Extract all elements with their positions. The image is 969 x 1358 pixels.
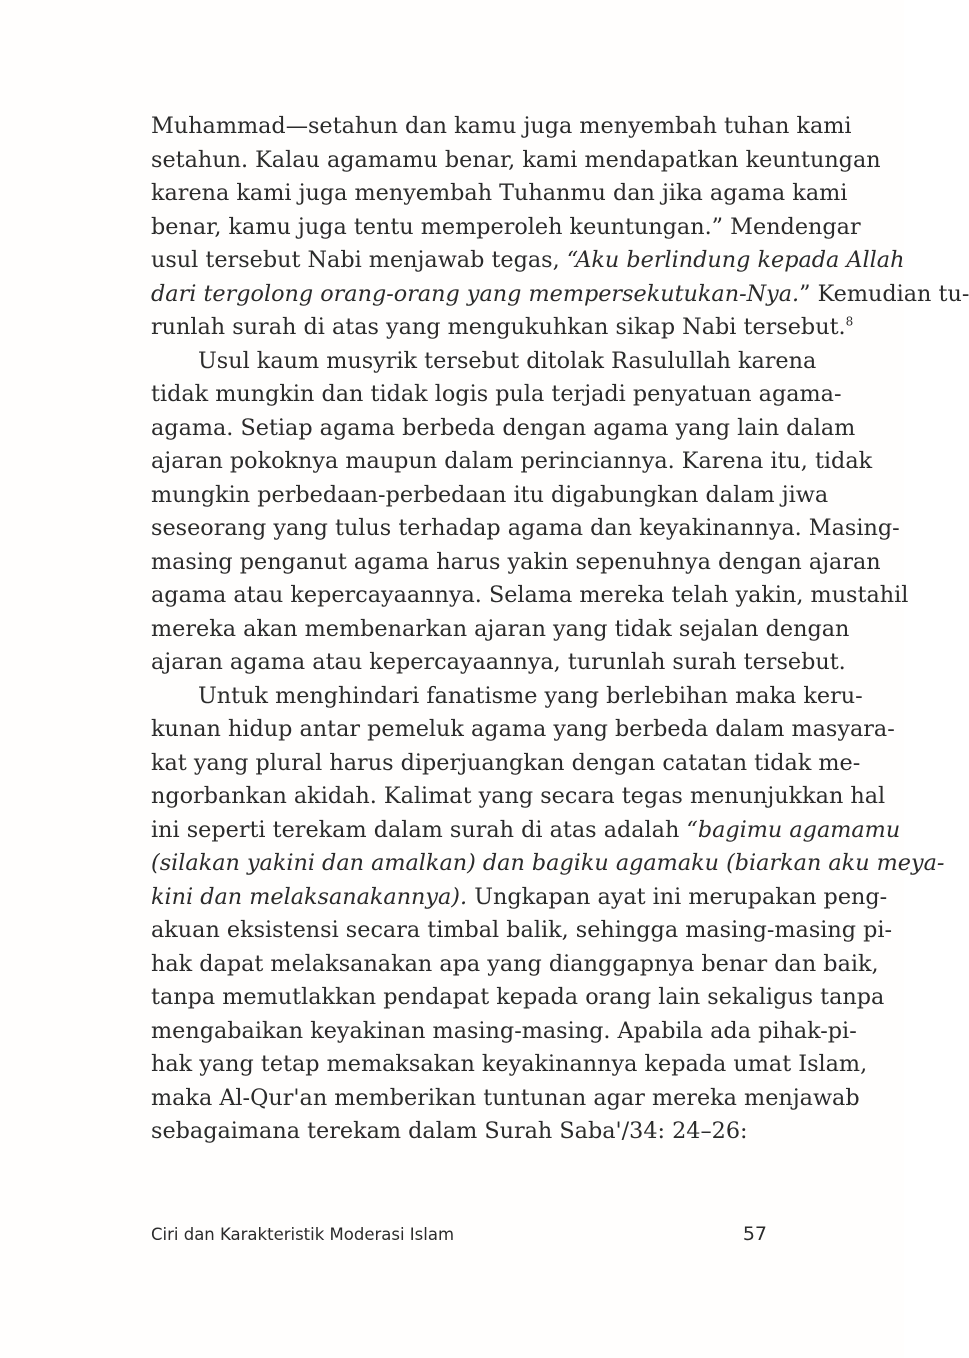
text-segment: Ungkapan ayat ini merupakan peng-: [467, 883, 888, 910]
text-line: [151, 881, 888, 915]
text-line: agama. Setiap agama berbeda dengan agama yang lain dalam: [151, 414, 856, 441]
italic-quote: “Aku berlindung kepada Allah: [566, 247, 905, 273]
text-line: setahun. Kalau agamamu benar, kami mendapatkan keuntungan: [151, 146, 881, 173]
text-line: seseorang yang tulus terhadap agama dan keyakinannya. Masing-: [151, 515, 900, 541]
text-line: maka Al-Qur'an memberikan tuntunan agar mereka menjawab: [151, 1084, 860, 1111]
text-line: mereka akan membenarkan ajaran yang tidak sejalan dengan: [151, 615, 850, 642]
text-line: kunan hidup antar pemeluk agama yang berbeda dalam masyara-: [151, 716, 895, 742]
text-line: [151, 278, 969, 312]
page-footer: [151, 1221, 767, 1249]
text-line: [151, 311, 854, 345]
text-line: Muhammad—setahun dan kamu juga menyembah tuhan kami: [151, 113, 852, 139]
text-line: agama atau kepercayaannya. Selama mereka telah yakin, mustahil: [151, 582, 909, 608]
text-line: [151, 814, 901, 848]
text-line: benar, kamu juga tentu memperoleh keuntungan.” Mendengar: [151, 213, 861, 240]
text-line: akuan eksistensi secara timbal balik, sehingga masing-masing pi-: [151, 917, 893, 943]
text-line: karena kami juga menyembah Tuhanmu dan jika agama kami: [151, 180, 848, 206]
text-line: tanpa memutlakkan pendapat kepada orang lain sekaligus tanpa: [151, 984, 885, 1010]
text-line: tidak mungkin dan tidak logis pula terjadi penyatuan agama-: [151, 381, 842, 407]
text-line: hak yang tetap memaksakan keyakinannya kepada umat Islam,: [151, 1051, 868, 1077]
text-line: [151, 244, 905, 278]
text-segment: ” Kemudian tu-: [799, 280, 969, 307]
italic-quote: “bagimu agamamu: [686, 816, 901, 843]
text-line: kat yang plural harus diperjuangkan dengan catatan tidak me-: [151, 749, 861, 776]
footnote-marker: 8: [845, 314, 854, 329]
text-line: Untuk menghindari fanatisme yang berlebihan maka keru-: [198, 682, 863, 709]
text-line: sebagaimana terekam dalam Surah Saba'/34: 24–26:: [151, 1118, 748, 1144]
text-segment: ini seperti terekam dalam surah di atas adalah: [151, 816, 687, 843]
text-line: (silakan yakini dan amalkan) dan bagiku agamaku (biarkan aku meya-: [151, 850, 945, 876]
text-line: hak dapat melaksanakan apa yang dianggapnya benar dan baik,: [151, 950, 879, 977]
text-line: mungkin perbedaan-perbedaan itu digabungkan dalam jiwa: [151, 481, 829, 508]
text-line: ajaran pokoknya maupun dalam perinciannya. Karena itu, tidak: [151, 448, 873, 474]
text-segment: usul tersebut Nabi menjawab tegas,: [151, 247, 567, 273]
text-line: ngorbankan akidah. Kalimat yang secara tegas menunjukkan hal: [151, 783, 886, 809]
running-title: Ciri dan Karakteristik Moderasi Islam: [151, 1225, 455, 1244]
text-line: mengabaikan keyakinan masing-masing. Apabila ada pihak-pi-: [151, 1017, 857, 1044]
text-line: Usul kaum musyrik tersebut ditolak Rasulullah karena: [198, 347, 817, 374]
text-line: masing penganut agama harus yakin sepenuhnya dengan ajaran: [151, 548, 881, 575]
body-text: [151, 110, 969, 1149]
italic-quote: kini dan melaksanakannya).: [151, 883, 468, 910]
page-number: 57: [742, 1223, 767, 1245]
text-line: ajaran agama atau kepercayaannya, turunlah surah tersebut.: [151, 649, 846, 675]
italic-quote: dari tergolong orang-orang yang mempersekutukan-Nya.: [151, 280, 800, 307]
text-segment: runlah surah di atas yang mengukuhkan sikap Nabi tersebut.: [151, 314, 846, 340]
